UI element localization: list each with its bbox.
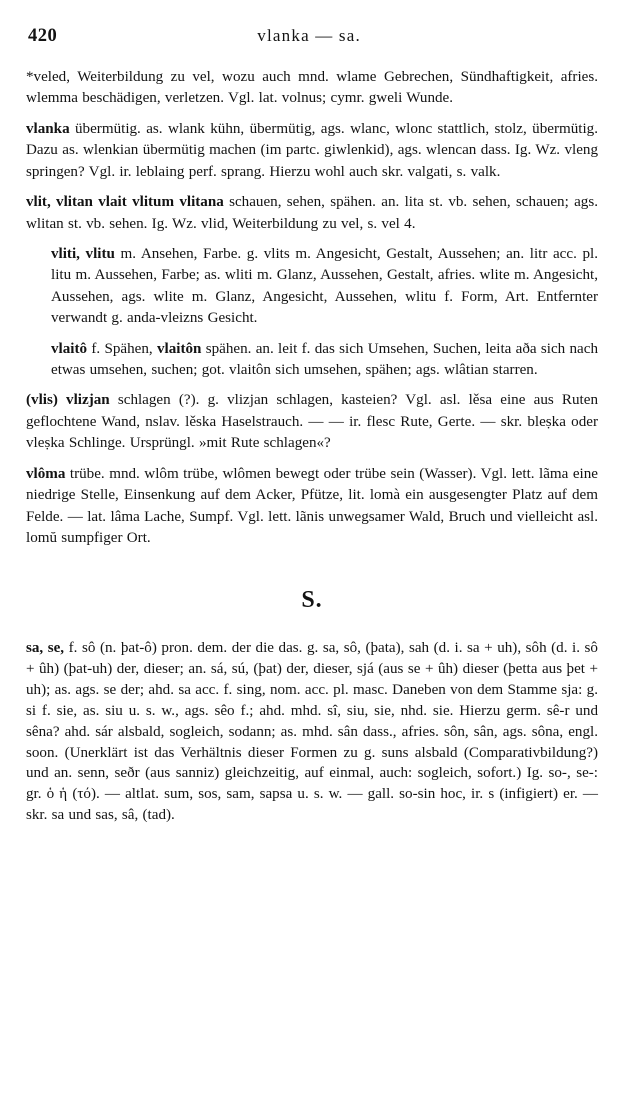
entry-headword: vlaitô: [51, 340, 88, 357]
entry-text: übermütig. as. wlank kühn, übermütig, ags. wlanc, wlonc stattlich, stolz, übermütig. Dazu as. wlenkian übermütig machen (im partc. giwlenkid), ags. wlencan dass. Ig. Wz. vleng springen? Vgl. ir. leblaing perf. sprang. Hierzu wohl auch skr. valgati, s. valk.: [26, 120, 598, 180]
entry-headword: vlit, vlitan vlait vlitum vlitana: [26, 194, 224, 211]
entry-text: f. Spähen,: [87, 340, 157, 357]
entry-text: trübe. mnd. wlôm trübe, wlômen bewegt oder trübe sein (Wasser). Vgl. lett. lãma eine niedrige Stelle, Einsenkung auf dem Acker, Pfütze, lit. lomà ein ausgesengter Platz auf dem Felde. — lat. lâma Lache, Sumpf. Vgl. lett. lãnis unwegsamer Wald, Bruch und vielleicht asl. lomŭ sumpfiger Ort.: [26, 465, 598, 547]
entry-text: schauen, sehen, spähen. an. lita st. vb. sehen, schauen; ags. wlitan st. vb. sehen. Ig. Wz. vlid, Weiterbildung zu vel, s. vel 4.: [26, 194, 598, 232]
dictionary-entry: [26, 192, 598, 235]
entry-text-continued: spähen. an. leit f. das sich Umsehen, Suchen, leita aða sich nach etwas umsehen, suchen; got. vlaitôn sich umsehen, spähen; ags. wlâtian starren.: [51, 340, 598, 379]
page-body: [0, 67, 625, 826]
entry-headword: vlanka: [26, 120, 70, 137]
entry-text: m. Ansehen, Farbe. g. vlits m. Angesicht, Gestalt, Aussehen; an. litr acc. pl. litu m. Aussehen, Farbe; as. wliti m. Glanz, Aussehen, Gestalt, afries. wlite m. Angesicht, Aussehen, ags. wlite m. Glanz, Angesicht, Aussehen, wlitu f. Form, Art. Entfernter verwandt g. anda-vleizns Gesicht.: [51, 245, 598, 327]
entry-text: f. sô (n. þat-ô) pron. dem. der die das. g. sa, sô, (þata), sah (d. i. sa + uh), sôh (d. i. sô + ûh) (þat-uh) der, dieser; an. sá, sú, (þat) der, dieser, sjá (aus se + ûh) dieser (þetta aus þet + uh); as. ags. se der; ahd. sa acc. f. sing, nom. acc. pl. masc. Daneben von dem Stamme sja: g. si f. sie, as. siu u. s. w., ags. sêo f.; ahd. mhd. sî, siu, sie, nhd. sie. Hierzu germ. sê-r und sêna? ahd. sár alsbald, sogleich, sodann; as. mhd. sân dass., afries. sôn, sân, ags. sôna, engl. soon. (Unerklärt ist das Verhältnis dieser Formen zu g. suns alsbald (Comparativbildung?) und an. senn, seðr (aus sanniz) gleichzeitig, auf einmal, auch: sogleich, sofort.) Ig. so-, se-: gr. ὁ ἡ (τό). — altlat. sum, sos, sam, sapsa u. s. w. — gall. so-sin hoc, ir. s (infigiert) er. — skr. sa und sas, sâ, (tad).: [26, 640, 598, 824]
entry-headword-secondary: vlaitôn: [156, 340, 202, 357]
entry-headword: vlôma: [26, 465, 66, 482]
entry-text: schlagen (?). g. vlizjan schlagen, kasteien? Vgl. asl. lěsa eine aus Ruten geflochtene Wand, nslav. lěska Haselstrauch. — — ir. flesc Rute, Gerte. — skr. bleṣka oder vleṣka Schlinge. Ursprüngl. »mit Rute schlagen«?: [26, 392, 598, 452]
dictionary-subentry: [51, 339, 598, 382]
dictionary-entry: [26, 638, 598, 825]
entry-text: *veled, Weiterbildung zu vel, wozu auch mnd. wlame Gebrechen, Sündhaftigkeit, afries. wlemma beschädigen, verletzen. Vgl. lat. volnus; cymr. gweli Wunde.: [26, 69, 598, 107]
running-head: vlanka — sa.: [257, 26, 361, 45]
page-header: [0, 0, 625, 47]
entry-headword: sa, se,: [26, 640, 65, 657]
dictionary-subentry: [51, 244, 598, 330]
dictionary-entry: [26, 464, 598, 550]
section-heading: S.: [301, 587, 323, 614]
entry-headword: (vlis) vlizjan: [26, 392, 110, 409]
entry-headword: vliti, vlitu: [51, 245, 115, 262]
dictionary-entry: [26, 119, 598, 183]
dictionary-entry: [26, 67, 598, 110]
page-number: 420: [28, 26, 58, 46]
dictionary-entry: [26, 390, 598, 454]
